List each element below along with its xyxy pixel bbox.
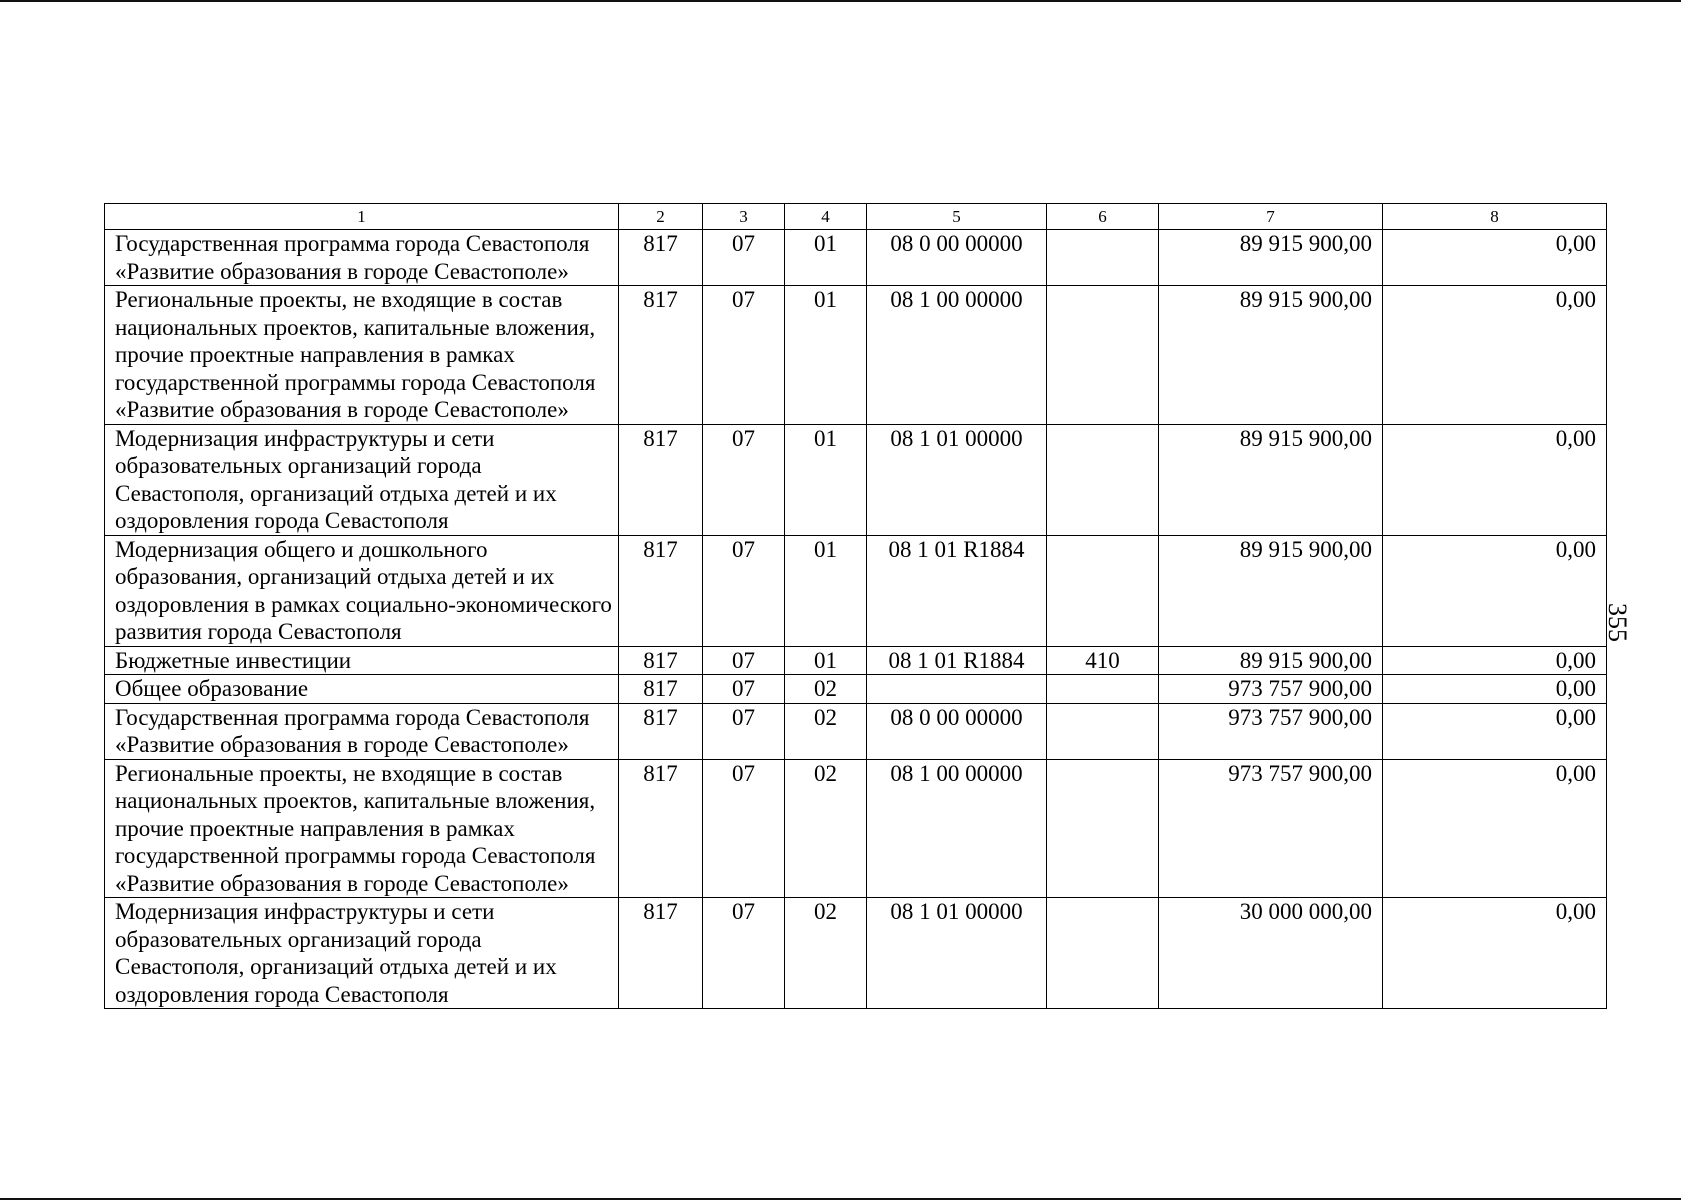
- row-section-cell: 07: [703, 535, 785, 646]
- row-grbs-cell: 817: [619, 286, 703, 425]
- row-amount-cell: 0,00: [1383, 535, 1607, 646]
- row-subsection-cell: 02: [785, 898, 867, 1009]
- row-expense-type-cell: [1047, 675, 1159, 704]
- row-subsection-cell: 01: [785, 230, 867, 286]
- row-name-cell: Модернизация инфраструктуры и сети образовательных организаций города Севастополя, организаций отдыха детей и их оздоровления города Севастополя: [105, 424, 619, 535]
- row-name-cell: Государственная программа города Севастополя «Развитие образования в городе Севастополе»: [105, 703, 619, 759]
- row-name-cell: Бюджетные инвестиции: [105, 646, 619, 675]
- row-grbs-cell: 817: [619, 535, 703, 646]
- row-subsection-cell: 01: [785, 286, 867, 425]
- header-cell: 5: [867, 204, 1047, 230]
- row-subsection-cell: 02: [785, 675, 867, 704]
- row-section-cell: 07: [703, 286, 785, 425]
- row-amount-cell: 0,00: [1383, 230, 1607, 286]
- row-name-cell: Модернизация общего и дошкольного образования, организаций отдыха детей и их оздоровления в рамках социально-экономического развития города Севастополя: [105, 535, 619, 646]
- header-cell: 3: [703, 204, 785, 230]
- row-subsection-cell: 02: [785, 759, 867, 898]
- row-target-article-cell: 08 0 00 00000: [867, 703, 1047, 759]
- row-target-article-cell: 08 1 01 R1884: [867, 646, 1047, 675]
- header-cell: 1: [105, 204, 619, 230]
- row-subsection-cell: 01: [785, 535, 867, 646]
- row-target-article-cell: 08 1 01 00000: [867, 898, 1047, 1009]
- row-amount-cell: 89 915 900,00: [1159, 535, 1383, 646]
- row-name-cell: Государственная программа города Севастополя «Развитие образования в городе Севастополе»: [105, 230, 619, 286]
- table-row: [105, 703, 1607, 759]
- row-amount-cell: 0,00: [1383, 703, 1607, 759]
- row-amount-cell: 0,00: [1383, 759, 1607, 898]
- row-subsection-cell: 01: [785, 424, 867, 535]
- row-grbs-cell: 817: [619, 646, 703, 675]
- row-name-cell: Общее образование: [105, 675, 619, 704]
- header-cell: 2: [619, 204, 703, 230]
- row-expense-type-cell: [1047, 898, 1159, 1009]
- header-cell: 8: [1383, 204, 1607, 230]
- row-section-cell: 07: [703, 759, 785, 898]
- row-section-cell: 07: [703, 703, 785, 759]
- row-target-article-cell: 08 1 01 00000: [867, 424, 1047, 535]
- row-section-cell: 07: [703, 675, 785, 704]
- row-section-cell: 07: [703, 424, 785, 535]
- page-number: 355: [1603, 603, 1632, 642]
- row-expense-type-cell: [1047, 759, 1159, 898]
- header-cell: 7: [1159, 204, 1383, 230]
- table-row: [105, 286, 1607, 425]
- row-amount-cell: 0,00: [1383, 424, 1607, 535]
- row-name-cell: Региональные проекты, не входящие в состав национальных проектов, капитальные вложения, прочие проектные направления в рамках государственной программы города Севастополя «Развитие образования в городе Севастополе»: [105, 759, 619, 898]
- table-row: [105, 898, 1607, 1009]
- row-subsection-cell: 01: [785, 646, 867, 675]
- row-expense-type-cell: [1047, 424, 1159, 535]
- scan-edge-top: [0, 0, 1681, 2]
- row-amount-cell: 973 757 900,00: [1159, 703, 1383, 759]
- table-row: [105, 230, 1607, 286]
- row-amount-cell: 89 915 900,00: [1159, 230, 1383, 286]
- header-cell: 6: [1047, 204, 1159, 230]
- row-target-article-cell: 08 1 00 00000: [867, 286, 1047, 425]
- row-expense-type-cell: [1047, 535, 1159, 646]
- table-row: [105, 646, 1607, 675]
- row-grbs-cell: 817: [619, 424, 703, 535]
- row-expense-type-cell: [1047, 286, 1159, 425]
- row-target-article-cell: 08 0 00 00000: [867, 230, 1047, 286]
- budget-table: [104, 203, 1607, 1009]
- row-amount-cell: 0,00: [1383, 286, 1607, 425]
- row-amount-cell: 89 915 900,00: [1159, 286, 1383, 425]
- table-header-row: [105, 204, 1607, 230]
- row-grbs-cell: 817: [619, 230, 703, 286]
- row-target-article-cell: 08 1 01 R1884: [867, 535, 1047, 646]
- row-amount-cell: 973 757 900,00: [1159, 759, 1383, 898]
- table-row: [105, 675, 1607, 704]
- row-target-article-cell: [867, 675, 1047, 704]
- row-amount-cell: 0,00: [1383, 898, 1607, 1009]
- header-cell: 4: [785, 204, 867, 230]
- row-grbs-cell: 817: [619, 759, 703, 898]
- table-row: [105, 424, 1607, 535]
- row-amount-cell: 30 000 000,00: [1159, 898, 1383, 1009]
- row-expense-type-cell: [1047, 230, 1159, 286]
- table-row: [105, 759, 1607, 898]
- row-target-article-cell: 08 1 00 00000: [867, 759, 1047, 898]
- row-section-cell: 07: [703, 646, 785, 675]
- row-expense-type-cell: [1047, 703, 1159, 759]
- row-section-cell: 07: [703, 898, 785, 1009]
- row-name-cell: Модернизация инфраструктуры и сети образовательных организаций города Севастополя, организаций отдыха детей и их оздоровления города Севастополя: [105, 898, 619, 1009]
- row-section-cell: 07: [703, 230, 785, 286]
- row-grbs-cell: 817: [619, 898, 703, 1009]
- row-amount-cell: 973 757 900,00: [1159, 675, 1383, 704]
- row-expense-type-cell: 410: [1047, 646, 1159, 675]
- row-amount-cell: 89 915 900,00: [1159, 646, 1383, 675]
- row-grbs-cell: 817: [619, 703, 703, 759]
- row-subsection-cell: 02: [785, 703, 867, 759]
- row-amount-cell: 89 915 900,00: [1159, 424, 1383, 535]
- table-row: [105, 535, 1607, 646]
- row-amount-cell: 0,00: [1383, 675, 1607, 704]
- row-name-cell: Региональные проекты, не входящие в состав национальных проектов, капитальные вложения, прочие проектные направления в рамках государственной программы города Севастополя «Развитие образования в городе Севастополе»: [105, 286, 619, 425]
- row-amount-cell: 0,00: [1383, 646, 1607, 675]
- row-grbs-cell: 817: [619, 675, 703, 704]
